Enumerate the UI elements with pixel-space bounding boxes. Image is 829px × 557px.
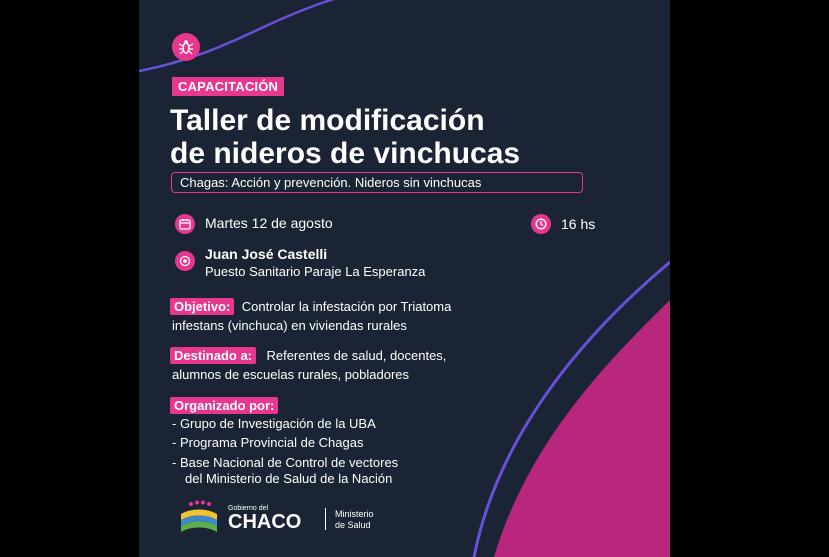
ministry-line-1: Ministerio xyxy=(335,509,374,519)
page-title xyxy=(170,104,520,170)
calendar-icon xyxy=(175,214,195,234)
title-line-2: de nideros de vinchucas xyxy=(170,137,521,170)
organizer-item: - Grupo de Investigación de la UBA xyxy=(172,416,376,431)
clock-icon xyxy=(531,214,551,234)
event-date: Martes 12 de agosto xyxy=(205,215,333,231)
category-tag: CAPACITACIÓN xyxy=(172,77,284,96)
audience-label: Destinado a: xyxy=(170,347,256,364)
footer-divider xyxy=(325,508,326,530)
location-name: Juan José Castelli xyxy=(205,246,328,262)
objective-line-2: infestans (vinchuca) en viviendas rurales xyxy=(172,318,407,333)
province-name: CHACO xyxy=(228,511,302,533)
organizer-item: - Base Nacional de Control de vectores xyxy=(172,455,399,470)
audience-line-1: Referentes de salud, docentes, xyxy=(266,348,447,363)
chaco-logo-icon xyxy=(177,500,221,536)
objective-line-1: Controlar la infestación por Triatoma xyxy=(241,299,452,314)
objective-label: Objetivo: xyxy=(170,298,234,315)
ministry-name xyxy=(335,509,374,531)
bug-icon xyxy=(172,33,200,61)
organizer-item: del Ministerio de Salud de la Nación xyxy=(185,471,393,486)
poster xyxy=(139,0,670,557)
gov-line: Gobierno del xyxy=(228,505,269,512)
objective-block xyxy=(170,298,451,316)
organizer-item: - Programa Provincial de Chagas xyxy=(172,435,364,450)
subtitle: Chagas: Acción y prevención. Nideros sin vinchucas xyxy=(171,172,583,193)
audience-line-2: alumnos de escuelas rurales, pobladores xyxy=(172,367,410,382)
location-pin-icon xyxy=(175,251,195,271)
title-line-1: Taller de modificación xyxy=(170,104,485,137)
location-place: Puesto Sanitario Paraje La Esperanza xyxy=(205,264,426,279)
organizers-label: Organizado por: xyxy=(170,397,278,414)
event-time: 16 hs xyxy=(561,216,596,232)
ministry-line-2: de Salud xyxy=(335,520,371,530)
audience-block xyxy=(170,347,446,365)
organizers-block xyxy=(170,397,278,415)
